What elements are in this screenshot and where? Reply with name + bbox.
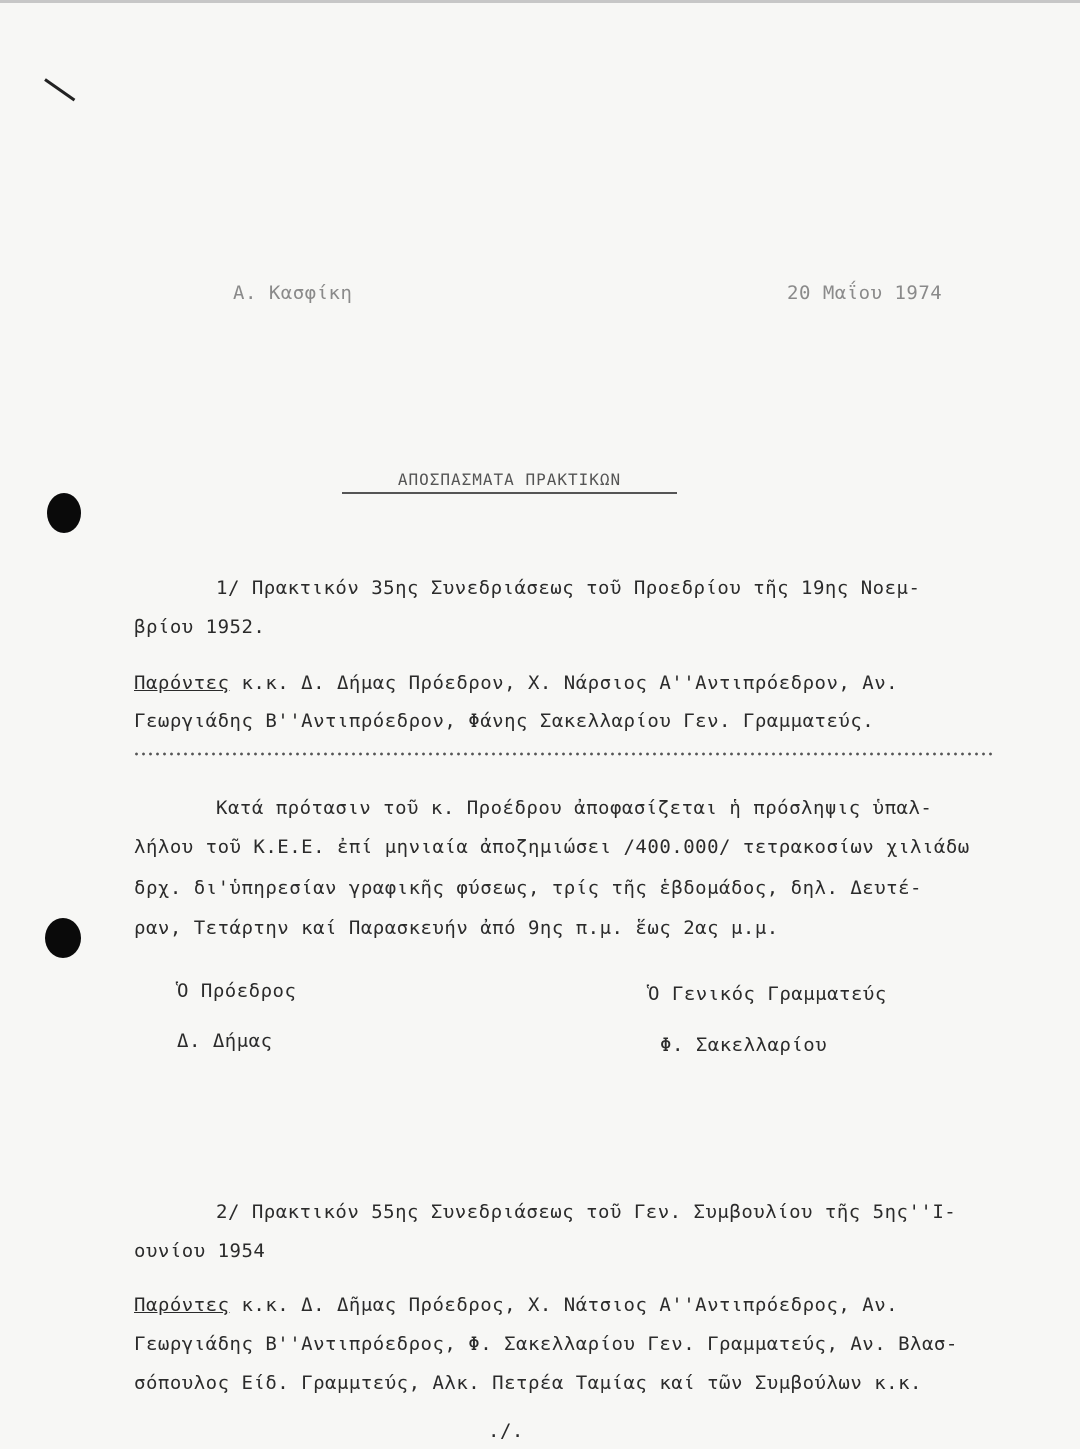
present-text: κ.κ. Δ. Δήμας Πρόεδρον, Χ. Νάρσιος Α''Αντιπρόεδρον, Αν. — [229, 672, 899, 694]
punch-hole-top — [47, 493, 81, 533]
signature-left-name: Δ. Δήμας — [177, 1030, 273, 1052]
extract1-body-line4: ραν, Τετάρτην καί Παρασκευήν ἀπό 9ης π.μ. ἕως 2ας μ.μ. — [134, 917, 779, 939]
present-text: κ.κ. Δ. Δῆμας Πρόεδρος, Χ. Νάτσιος Α''Αντιπρόεδρος, Αν. — [229, 1294, 899, 1316]
extract1-line1: 1/ Πρακτικόν 35ης Συνεδριάσεως τοῦ Προεδρίου τῆς 19ης Νοεμ- — [216, 577, 921, 599]
scan-edge — [0, 0, 1080, 3]
extract2-line1: 2/ Πρακτικόν 55ης Συνεδριάσεως τοῦ Γεν. Συμβουλίου τῆς 5ης''Ι- — [216, 1201, 957, 1223]
pen-mark — [44, 78, 75, 101]
punch-hole-bottom — [45, 918, 81, 958]
header-date: 20 Μαΐου 1974 — [787, 282, 943, 304]
extract1-present — [134, 672, 898, 694]
dotted-separator — [133, 752, 993, 756]
header-place: Α. Κασφίκη — [233, 282, 353, 304]
extract1-present-line2: Γεωργιάδης Β''Αντιπρόεδρον, Φάνης Σακελλαρίου Γεν. Γραμματεύς. — [134, 710, 875, 732]
extract2-present — [134, 1294, 898, 1316]
extract1-body-line2: λήλου τοῦ Κ.Ε.Ε. ἐπί μηνιαία ἀποζημιώσει /400.000/ τετρακοσίων χιλιάδω — [134, 836, 970, 858]
extract1-body-line1: Κατά πρότασιν τοῦ κ. Προέδρου ἀποφασίζεται ἡ πρόσληψις ὑπαλ- — [216, 797, 933, 819]
present-label: Παρόντες — [134, 1294, 230, 1316]
document-title: ΑΠΟΣΠΑΣΜΑΤΑ ΠΡΑΚΤΙΚΩΝ — [342, 470, 677, 494]
extract2-present-line2: Γεωργιάδης Β''Αντιπρόεδρος, Φ. Σακελλαρίου Γεν. Γραμματεύς, Αν. Βλασ- — [134, 1333, 958, 1355]
extract1-body-line3: δρχ. δι'ὑπηρεσίαν γραφικῆς φύσεως, τρίς τῆς ἑβδομάδος, δηλ. Δευτέ- — [134, 877, 922, 899]
extract2-line2: ουνίου 1954 — [134, 1240, 266, 1262]
signature-right-title: Ὁ Γενικός Γραμματεύς — [648, 983, 887, 1005]
page-footer: ./. — [488, 1420, 524, 1442]
signature-left-title: Ὁ Πρόεδρος — [177, 980, 297, 1002]
extract1-line2: βρίου 1952. — [134, 616, 266, 638]
signature-right-name: Φ. Σακελλαρίου — [660, 1034, 828, 1056]
present-label: Παρόντες — [134, 672, 230, 694]
extract2-present-line3: σόπουλος Είδ. Γραμμτεύς, Αλκ. Πετρέα Ταμίας καί τῶν Συμβούλων κ.κ. — [134, 1372, 922, 1394]
